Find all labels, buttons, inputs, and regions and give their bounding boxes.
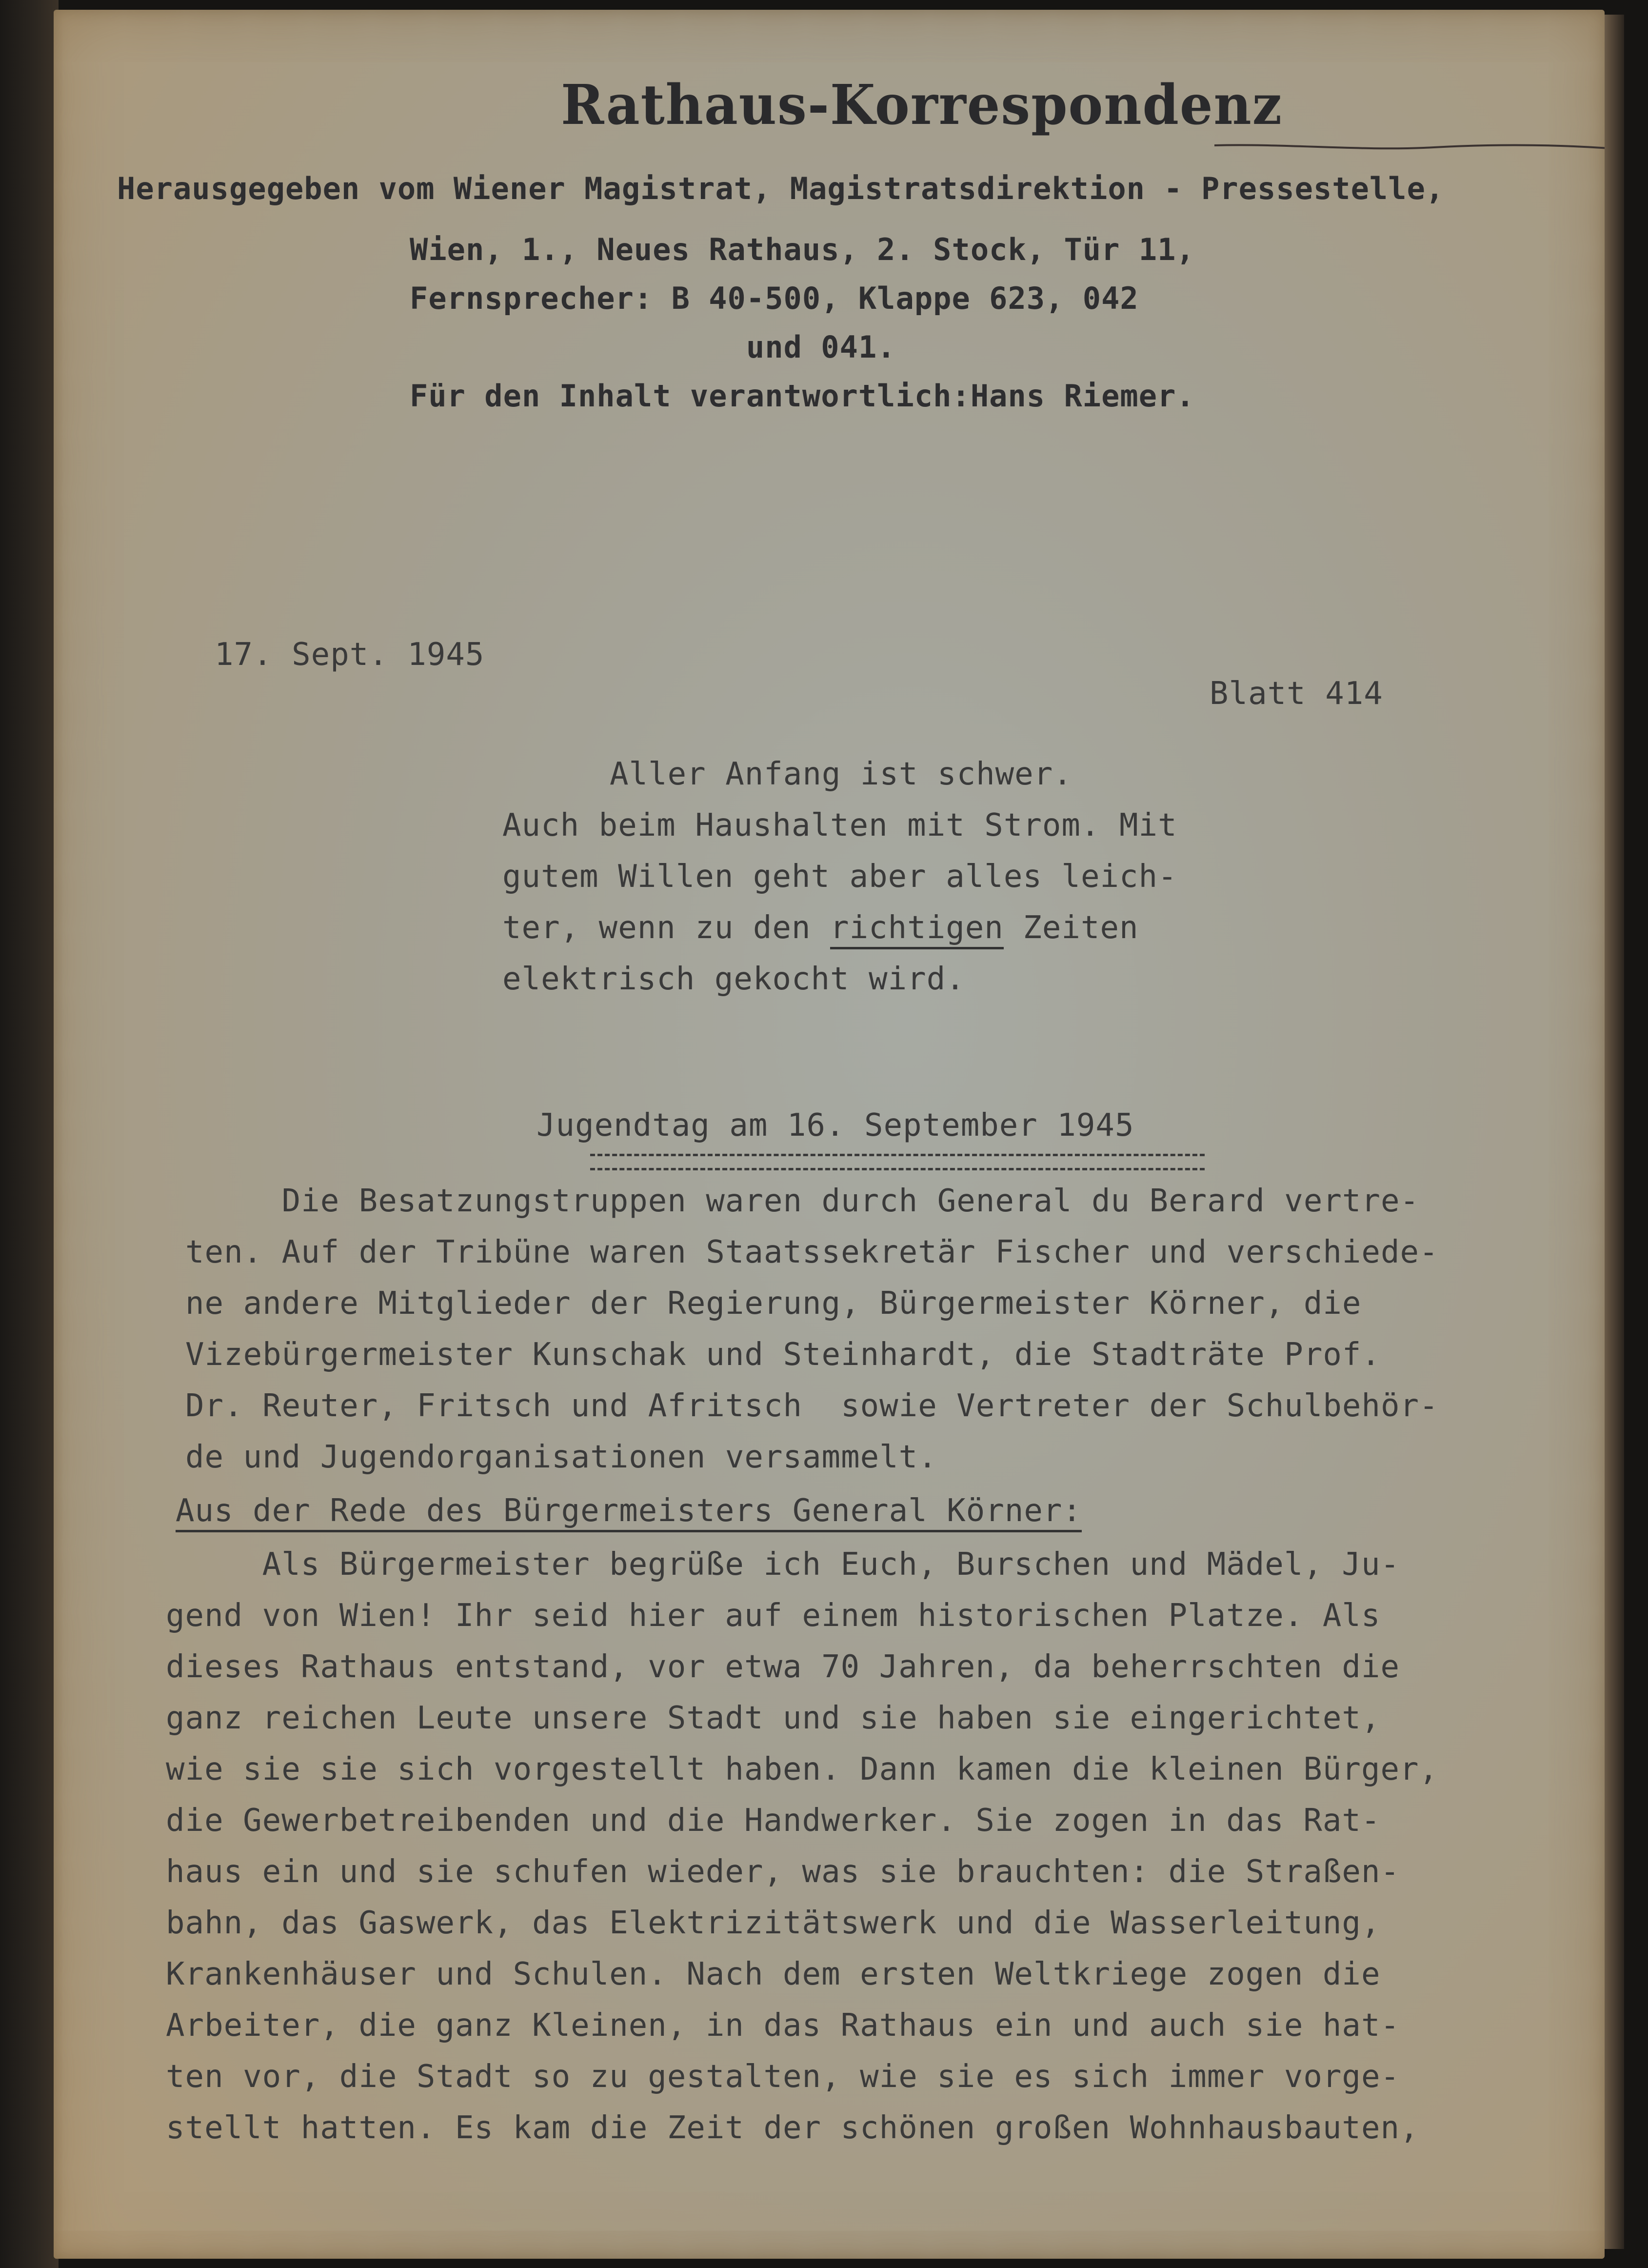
speech-line: stellt hatten. Es kam die Zeit der schönen großen Wohnhausbauten, (166, 2110, 1419, 2146)
intro-line: Dr. Reuter, Fritsch und Afritsch sowie Vertreter der Schulbehör- (185, 1388, 1439, 1424)
intro-line: Die Besatzungstruppen waren durch General du Berard vertre- (185, 1183, 1419, 1219)
intro-line: ne andere Mitglieder der Regierung, Bürgermeister Körner, die (185, 1285, 1362, 1322)
speech-line: Als Bürgermeister begrüße ich Euch, Burschen und Mädel, Ju- (166, 1546, 1400, 1583)
intro-line: ten. Auf der Tribüne waren Staatssekretär Fischer und verschiede- (185, 1234, 1439, 1270)
speech-line: haus ein und sie schufen wieder, was sie brauchten: die Straßen- (166, 1854, 1400, 1890)
masthead-line-phone: Fernsprecher: B 40-500, Klappe 623, 042 (410, 281, 1139, 316)
speech-line: ganz reichen Leute unsere Stadt und sie haben sie eingerichtet, (166, 1700, 1381, 1736)
notice-text: Zeiten (1003, 910, 1139, 946)
notice-text: ter, wenn zu den (502, 910, 831, 946)
issue-date: 17. Sept. 1945 (215, 637, 485, 673)
notice-line: Auch beim Haushalten mit Strom. Mit (502, 807, 1177, 843)
notice-line-with-emphasis (502, 910, 1139, 946)
masthead-line-editor: Für den Inhalt verantwortlich:Hans Riemer. (410, 378, 1195, 414)
intro-line: Vizebürgermeister Kunschak und Steinhardt, die Stadträte Prof. (185, 1337, 1381, 1373)
masthead-line-publisher: Herausgegeben vom Wiener Magistrat, Magistratsdirektion - Pressestelle, (117, 171, 1445, 206)
sheet-number: Blatt 414 (1210, 676, 1383, 712)
masthead-line-address: Wien, 1., Neues Rathaus, 2. Stock, Tür 11, (410, 232, 1195, 267)
notice-emphasis: richtigen (830, 910, 1004, 949)
speech-line: bahn, das Gaswerk, das Elektrizitätswerk und die Wasserleitung, (166, 1905, 1381, 1941)
speech-line: die Gewerbetreibenden und die Handwerker. Sie zogen in das Rat- (166, 1803, 1381, 1839)
notice-line: Aller Anfang ist schwer. (610, 756, 1072, 792)
paper-tear-mark (1214, 141, 1605, 156)
speech-line: dieses Rathaus entstand, vor etwa 70 Jahren, da beherrschten die (166, 1649, 1400, 1685)
document-page (54, 10, 1605, 2259)
intro-line: de und Jugendorganisationen versammelt. (185, 1439, 937, 1475)
masthead-title: Rathaus-Korrespondenz (561, 73, 1283, 137)
speech-subheading-text: Aus der Rede des Bürgermeisters General Körner: (176, 1493, 1082, 1532)
speech-line: ten vor, die Stadt so zu gestalten, wie sie es sich immer vorge- (166, 2059, 1400, 2095)
article-heading: Jugendtag am 16. September 1945 (536, 1107, 1134, 1144)
heading-double-underline (590, 1154, 1205, 1170)
masthead-line-extension: und 041. (746, 329, 896, 365)
notice-line: elektrisch gekocht wird. (502, 961, 965, 997)
notice-line: gutem Willen geht aber alles leich- (502, 859, 1177, 895)
speech-line: Krankenhäuser und Schulen. Nach dem ersten Weltkriege zogen die (166, 1956, 1381, 1992)
binding-strip (0, 0, 59, 2268)
speech-line: gend von Wien! Ihr seid hier auf einem historischen Platze. Als (166, 1598, 1381, 1634)
speech-line: wie sie sie sich vorgestellt haben. Dann kamen die kleinen Bürger, (166, 1751, 1439, 1787)
speech-line: Arbeiter, die ganz Kleinen, in das Rathaus ein und auch sie hat- (166, 2007, 1400, 2044)
speech-subheading (176, 1493, 1082, 1529)
